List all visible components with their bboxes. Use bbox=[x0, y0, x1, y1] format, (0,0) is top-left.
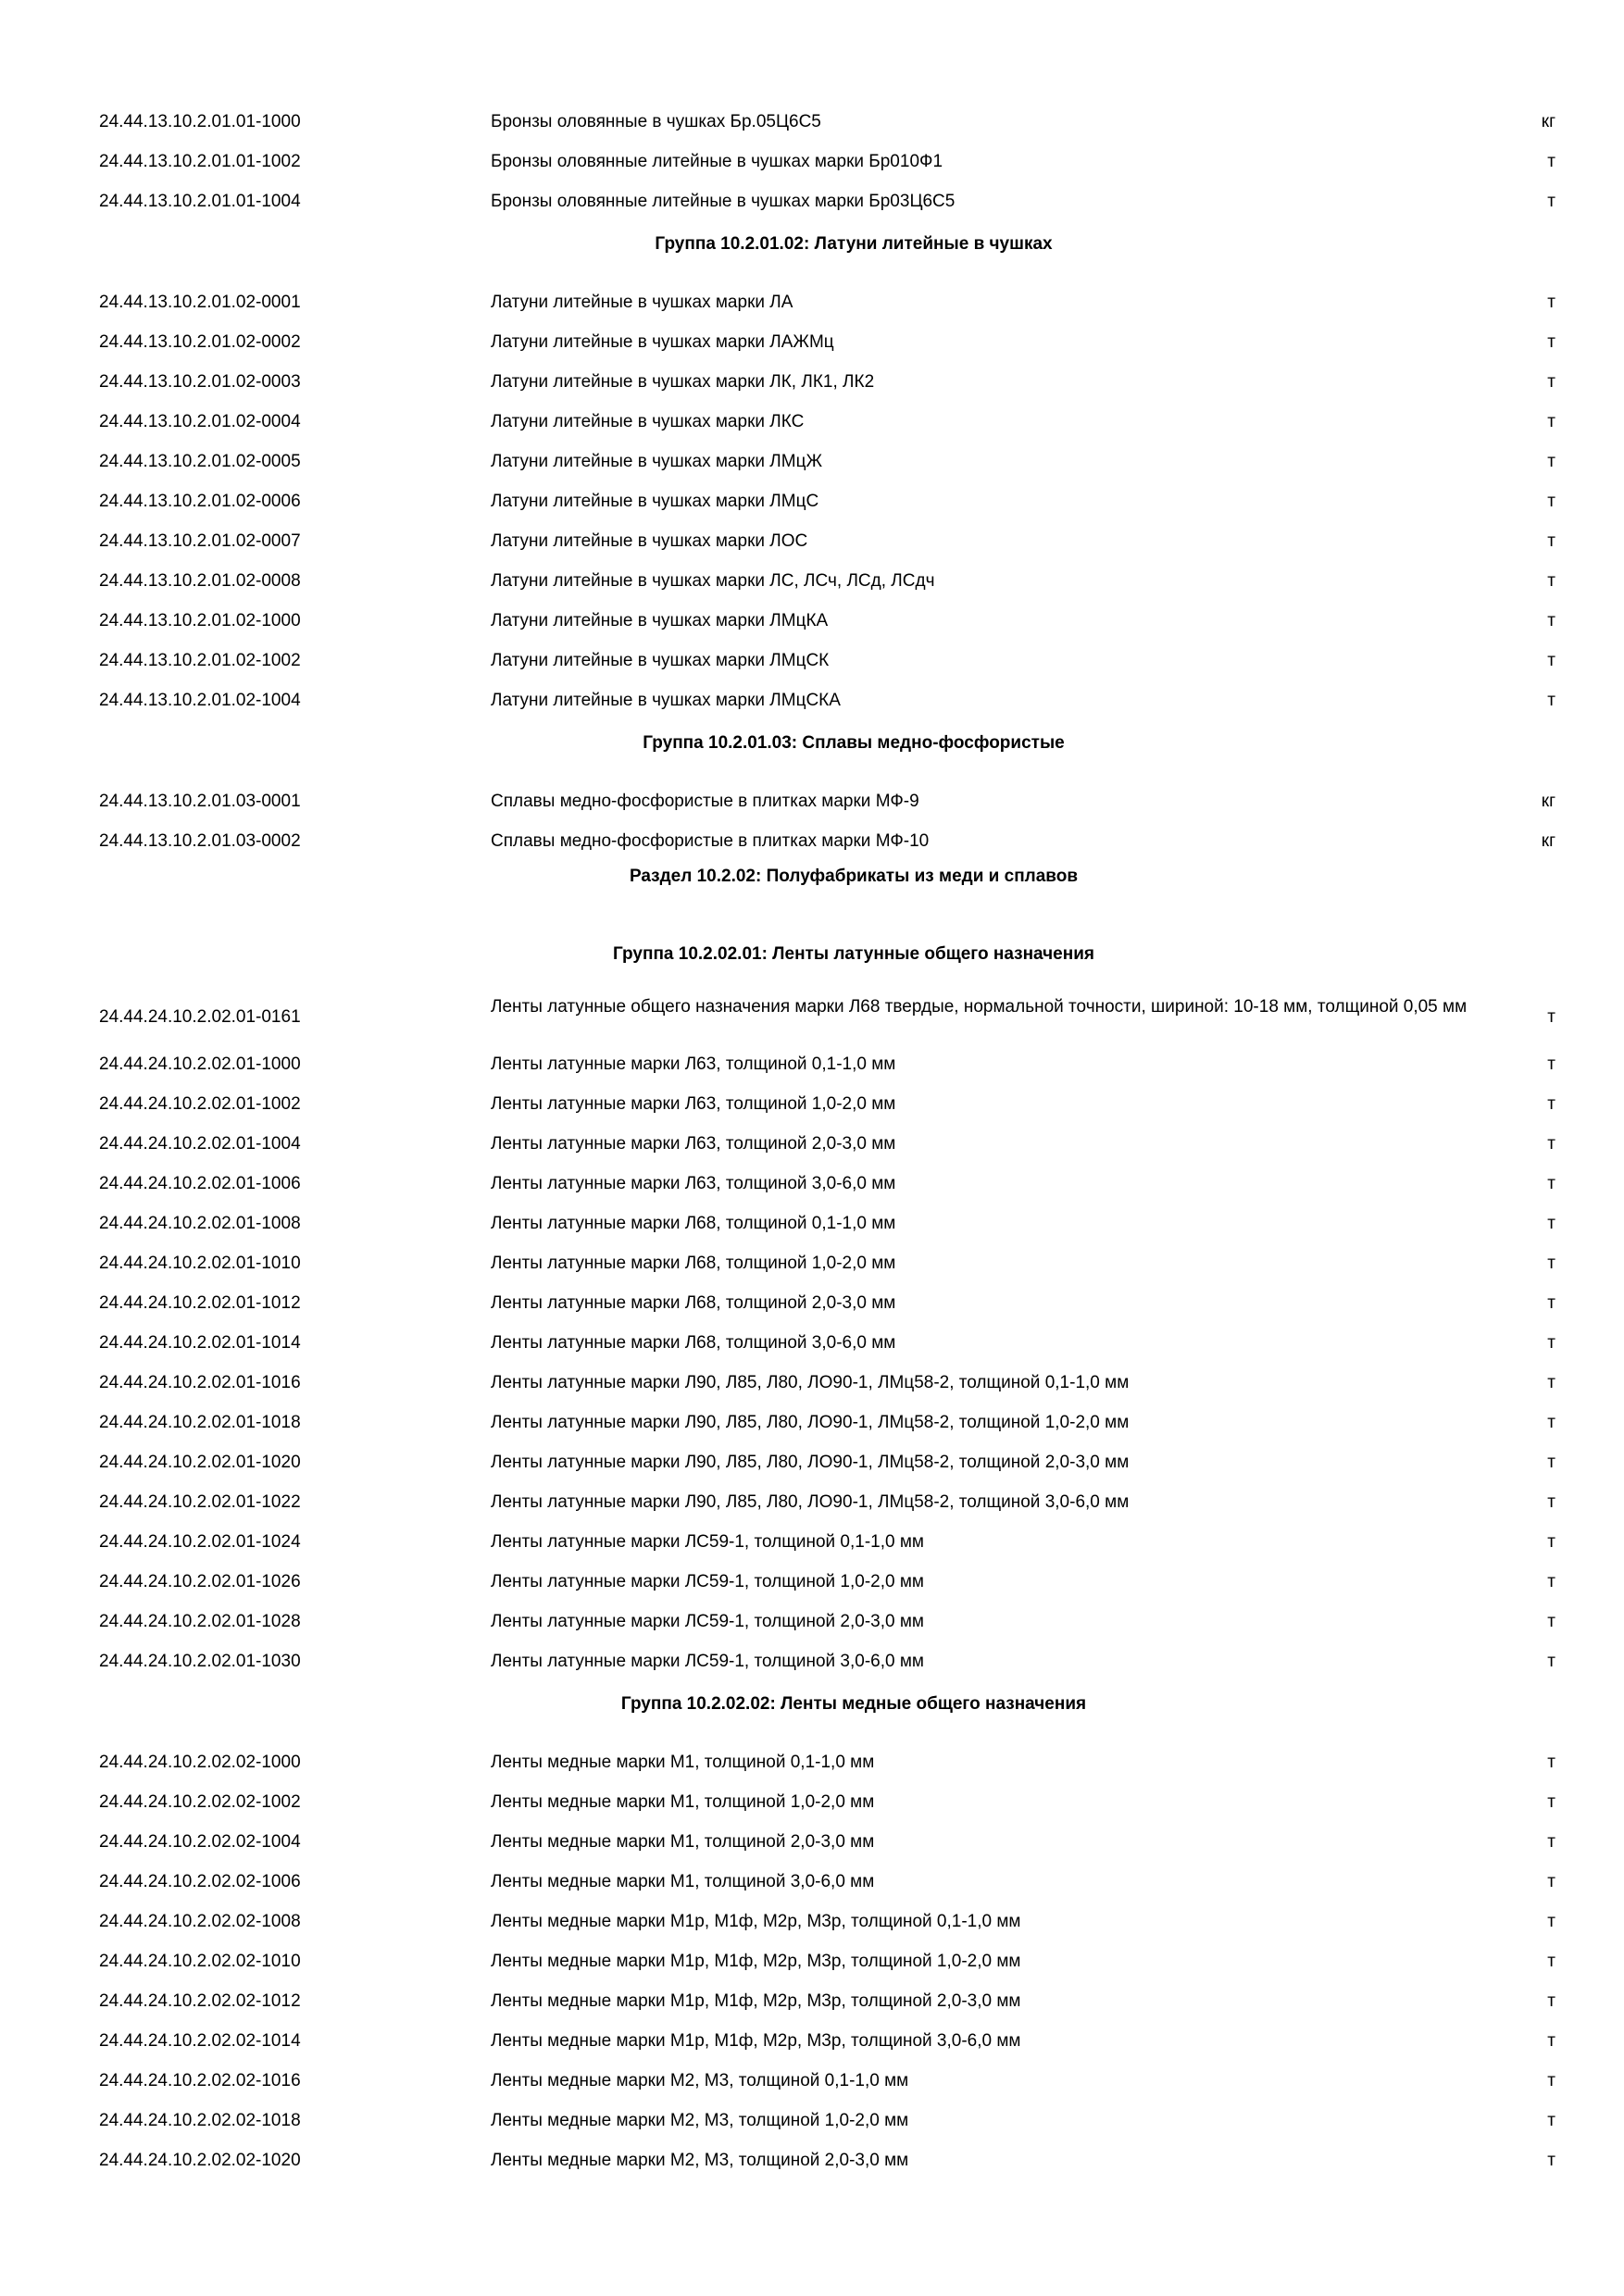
resource-name: Сплавы медно-фосфористые в плитках марки МФ-10 bbox=[491, 831, 930, 851]
unit-of-measure: т bbox=[1547, 2071, 1555, 2090]
table-row bbox=[0, 992, 1624, 1044]
resource-name: Ленты латунные марки ЛС59-1, толщиной 0,1-1,0 мм bbox=[491, 1532, 924, 1552]
unit-of-measure: т bbox=[1547, 293, 1555, 312]
unit-of-measure: т bbox=[1547, 452, 1555, 471]
table-row bbox=[0, 481, 1624, 521]
resource-code: 24.44.24.10.2.02.01-1030 bbox=[99, 1652, 301, 1671]
resource-code: 24.44.13.10.2.01.01-1002 bbox=[99, 152, 301, 171]
resource-code: 24.44.24.10.2.02.01-1004 bbox=[99, 1134, 301, 1154]
table-row bbox=[0, 2140, 1624, 2180]
group-heading: Группа 10.2.01.02: Латуни литейные в чушках bbox=[655, 234, 1053, 254]
resource-code: 24.44.13.10.2.01.02-1004 bbox=[99, 691, 301, 710]
resource-code: 24.44.13.10.2.01.03-0002 bbox=[99, 831, 301, 851]
unit-of-measure: т bbox=[1547, 1872, 1555, 1891]
table-row bbox=[0, 821, 1624, 861]
unit-of-measure: т bbox=[1547, 492, 1555, 511]
unit-of-measure: т bbox=[1547, 1453, 1555, 1472]
unit-of-measure: кг bbox=[1541, 112, 1555, 131]
unit-of-measure: т bbox=[1547, 2151, 1555, 2170]
resource-name: Латуни литейные в чушках марки ЛМцЖ bbox=[491, 452, 822, 471]
resource-name: Ленты латунные марки ЛС59-1, толщиной 3,0-6,0 мм bbox=[491, 1652, 924, 1671]
resource-name: Ленты латунные марки Л68, толщиной 1,0-2,0 мм bbox=[491, 1254, 896, 1273]
table-row bbox=[0, 521, 1624, 561]
table-row bbox=[0, 102, 1624, 142]
resource-code: 24.44.13.10.2.01.02-0002 bbox=[99, 332, 301, 352]
table-row bbox=[0, 322, 1624, 362]
resource-name: Ленты латунные общего назначения марки Л68 твердые, нормальной точности, шириной: 10-18 мм, толщиной 0,05 мм bbox=[491, 997, 1468, 1017]
table-row bbox=[0, 781, 1624, 821]
resource-code: 24.44.24.10.2.02.01-1012 bbox=[99, 1293, 301, 1313]
resource-code: 24.44.24.10.2.02.02-1006 bbox=[99, 1872, 301, 1891]
resource-name: Латуни литейные в чушках марки ЛОС bbox=[491, 531, 808, 551]
table-row bbox=[0, 2101, 1624, 2140]
table-row bbox=[0, 1602, 1624, 1641]
table-row bbox=[0, 1403, 1624, 1442]
resource-code: 24.44.13.10.2.01.02-0005 bbox=[99, 452, 301, 471]
resource-name: Сплавы медно-фосфористые в плитках марки МФ-9 bbox=[491, 792, 919, 811]
table-row bbox=[0, 561, 1624, 601]
resource-name: Бронзы оловянные литейные в чушках марки Бр010Ф1 bbox=[491, 152, 943, 171]
unit-of-measure: т bbox=[1547, 1174, 1555, 1193]
unit-of-measure: т bbox=[1547, 1912, 1555, 1931]
resource-name: Ленты латунные марки Л68, толщиной 3,0-6,0 мм bbox=[491, 1333, 896, 1353]
resource-code: 24.44.24.10.2.02.02-1016 bbox=[99, 2071, 301, 2090]
unit-of-measure: т bbox=[1547, 1753, 1555, 1772]
unit-of-measure: т bbox=[1547, 611, 1555, 630]
resource-name: Ленты латунные марки Л63, толщиной 3,0-6,0 мм bbox=[491, 1174, 896, 1193]
unit-of-measure: т bbox=[1547, 1612, 1555, 1631]
unit-of-measure: т bbox=[1547, 1492, 1555, 1512]
table-row bbox=[0, 1822, 1624, 1862]
resource-code: 24.44.24.10.2.02.02-1014 bbox=[99, 2031, 301, 2051]
table-row bbox=[0, 1742, 1624, 1782]
unit-of-measure: т bbox=[1547, 1952, 1555, 1971]
table-row bbox=[0, 1164, 1624, 1204]
table-row bbox=[0, 2021, 1624, 2061]
table-row bbox=[0, 1124, 1624, 1164]
resource-name: Ленты латунные марки ЛС59-1, толщиной 1,0-2,0 мм bbox=[491, 1572, 924, 1591]
resource-name: Ленты латунные марки Л63, толщиной 0,1-1,0 мм bbox=[491, 1054, 896, 1074]
resource-code: 24.44.24.10.2.02.02-1000 bbox=[99, 1753, 301, 1772]
unit-of-measure: т bbox=[1547, 412, 1555, 431]
resource-name: Ленты медные марки М1, толщиной 0,1-1,0 мм bbox=[491, 1753, 875, 1772]
unit-of-measure: т bbox=[1547, 152, 1555, 171]
table-row bbox=[0, 442, 1624, 481]
resource-name: Ленты медные марки М1, толщиной 2,0-3,0 мм bbox=[491, 1832, 875, 1852]
resource-name: Бронзы оловянные в чушках Бр.05Ц6С5 bbox=[491, 112, 821, 131]
resource-code: 24.44.24.10.2.02.01-1020 bbox=[99, 1453, 301, 1472]
resource-name: Ленты латунные марки Л90, Л85, Л80, ЛО90-1, ЛМц58-2, толщиной 1,0-2,0 мм bbox=[491, 1413, 1130, 1432]
resource-name: Ленты медные марки М2, М3, толщиной 1,0-2,0 мм bbox=[491, 2111, 909, 2130]
table-row bbox=[0, 1323, 1624, 1363]
unit-of-measure: т bbox=[1547, 1991, 1555, 2011]
resource-code: 24.44.13.10.2.01.02-0008 bbox=[99, 571, 301, 591]
table-row bbox=[0, 1482, 1624, 1522]
resource-name: Ленты медные марки М2, М3, толщиной 2,0-3,0 мм bbox=[491, 2151, 909, 2170]
unit-of-measure: т bbox=[1547, 1792, 1555, 1812]
table-row bbox=[0, 1204, 1624, 1243]
resource-code: 24.44.13.10.2.01.02-0004 bbox=[99, 412, 301, 431]
resource-code: 24.44.13.10.2.01.02-0003 bbox=[99, 372, 301, 392]
resource-code: 24.44.24.10.2.02.02-1008 bbox=[99, 1912, 301, 1931]
table-row bbox=[0, 1442, 1624, 1482]
table-row bbox=[0, 1084, 1624, 1124]
resource-name: Ленты латунные марки Л90, Л85, Л80, ЛО90-1, ЛМц58-2, толщиной 3,0-6,0 мм bbox=[491, 1492, 1130, 1512]
unit-of-measure: т bbox=[1547, 571, 1555, 591]
resource-code: 24.44.24.10.2.02.02-1018 bbox=[99, 2111, 301, 2130]
resource-code: 24.44.24.10.2.02.01-1022 bbox=[99, 1492, 301, 1512]
table-row bbox=[0, 1363, 1624, 1403]
unit-of-measure: т bbox=[1547, 691, 1555, 710]
table-row bbox=[0, 641, 1624, 680]
resource-code: 24.44.13.10.2.01.01-1000 bbox=[99, 112, 301, 131]
resource-code: 24.44.24.10.2.02.02-1002 bbox=[99, 1792, 301, 1812]
resource-name: Латуни литейные в чушках марки ЛАЖМц bbox=[491, 332, 834, 352]
resource-code: 24.44.13.10.2.01.02-0007 bbox=[99, 531, 301, 551]
resource-code: 24.44.24.10.2.02.02-1012 bbox=[99, 1991, 301, 2011]
resource-name: Бронзы оловянные литейные в чушках марки Бр03Ц6С5 bbox=[491, 192, 956, 211]
table-row bbox=[0, 282, 1624, 322]
resource-code: 24.44.13.10.2.01.02-1002 bbox=[99, 651, 301, 670]
resource-name: Ленты латунные марки Л63, толщиной 2,0-3,0 мм bbox=[491, 1134, 896, 1154]
table-row bbox=[0, 1902, 1624, 1941]
table-row bbox=[0, 1044, 1624, 1084]
table-row bbox=[0, 1522, 1624, 1562]
resource-code: 24.44.24.10.2.02.01-1026 bbox=[99, 1572, 301, 1591]
unit-of-measure: т bbox=[1547, 1214, 1555, 1233]
table-row bbox=[0, 1641, 1624, 1681]
unit-of-measure: т bbox=[1547, 1532, 1555, 1552]
resource-code: 24.44.24.10.2.02.02-1004 bbox=[99, 1832, 301, 1852]
unit-of-measure: т bbox=[1547, 1652, 1555, 1671]
resource-code: 24.44.24.10.2.02.01-1024 bbox=[99, 1532, 301, 1552]
unit-of-measure: кг bbox=[1541, 831, 1555, 851]
section-heading: Раздел 10.2.02: Полуфабрикаты из меди и сплавов bbox=[629, 867, 1079, 886]
unit-of-measure: т bbox=[1547, 1413, 1555, 1432]
resource-name: Латуни литейные в чушках марки ЛКС bbox=[491, 412, 805, 431]
group-heading: Группа 10.2.02.01: Ленты латунные общего назначения bbox=[613, 944, 1094, 964]
resource-code: 24.44.24.10.2.02.01-1018 bbox=[99, 1413, 301, 1432]
resource-name: Ленты латунные марки Л68, толщиной 0,1-1,0 мм bbox=[491, 1214, 896, 1233]
table-row bbox=[0, 142, 1624, 181]
table-row bbox=[0, 1243, 1624, 1283]
table-row bbox=[0, 1283, 1624, 1323]
group-heading: Группа 10.2.01.03: Сплавы медно-фосфористые bbox=[643, 733, 1065, 753]
unit-of-measure: т bbox=[1547, 1333, 1555, 1353]
unit-of-measure: т bbox=[1547, 531, 1555, 551]
table-row bbox=[0, 402, 1624, 442]
resource-name: Латуни литейные в чушках марки ЛМцСКА bbox=[491, 691, 841, 710]
resource-name: Латуни литейные в чушках марки ЛС, ЛСч, ЛСд, ЛСдч bbox=[491, 571, 935, 591]
resource-name: Латуни литейные в чушках марки ЛМцС bbox=[491, 492, 819, 511]
resource-code: 24.44.24.10.2.02.02-1020 bbox=[99, 2151, 301, 2170]
resource-code: 24.44.13.10.2.01.03-0001 bbox=[99, 792, 301, 811]
unit-of-measure: т bbox=[1547, 2111, 1555, 2130]
resource-code: 24.44.13.10.2.01.02-1000 bbox=[99, 611, 301, 630]
table-row bbox=[0, 1941, 1624, 1981]
unit-of-measure: т bbox=[1547, 1007, 1555, 1027]
resource-name: Латуни литейные в чушках марки ЛК, ЛК1, ЛК2 bbox=[491, 372, 875, 392]
resource-name: Ленты медные марки М1р, М1ф, М2р, М3р, толщиной 2,0-3,0 мм bbox=[491, 1991, 1021, 2011]
unit-of-measure: т bbox=[1547, 1134, 1555, 1154]
unit-of-measure: т bbox=[1547, 332, 1555, 352]
resource-name: Латуни литейные в чушках марки ЛМцСК bbox=[491, 651, 830, 670]
unit-of-measure: кг bbox=[1541, 792, 1555, 811]
table-row bbox=[0, 362, 1624, 402]
table-row bbox=[0, 601, 1624, 641]
resource-name: Ленты медные марки М1р, М1ф, М2р, М3р, толщиной 1,0-2,0 мм bbox=[491, 1952, 1021, 1971]
unit-of-measure: т bbox=[1547, 651, 1555, 670]
resource-name: Ленты медные марки М2, М3, толщиной 0,1-1,0 мм bbox=[491, 2071, 909, 2090]
unit-of-measure: т bbox=[1547, 1254, 1555, 1273]
resource-name: Ленты латунные марки Л63, толщиной 1,0-2,0 мм bbox=[491, 1094, 896, 1114]
resource-name: Латуни литейные в чушках марки ЛМцКА bbox=[491, 611, 829, 630]
unit-of-measure: т bbox=[1547, 372, 1555, 392]
resource-code: 24.44.13.10.2.01.02-0001 bbox=[99, 293, 301, 312]
resource-code: 24.44.24.10.2.02.01-1010 bbox=[99, 1254, 301, 1273]
table-row bbox=[0, 680, 1624, 720]
unit-of-measure: т bbox=[1547, 1373, 1555, 1392]
table-row bbox=[0, 1782, 1624, 1822]
resource-name: Ленты латунные марки Л90, Л85, Л80, ЛО90-1, ЛМц58-2, толщиной 0,1-1,0 мм bbox=[491, 1373, 1130, 1392]
resource-name: Ленты латунные марки Л90, Л85, Л80, ЛО90-1, ЛМц58-2, толщиной 2,0-3,0 мм bbox=[491, 1453, 1130, 1472]
unit-of-measure: т bbox=[1547, 1293, 1555, 1313]
unit-of-measure: т bbox=[1547, 1572, 1555, 1591]
resource-code: 24.44.24.10.2.02.01-1008 bbox=[99, 1214, 301, 1233]
unit-of-measure: т bbox=[1547, 2031, 1555, 2051]
resource-code: 24.44.24.10.2.02.01-1000 bbox=[99, 1054, 301, 1074]
resource-code: 24.44.13.10.2.01.02-0006 bbox=[99, 492, 301, 511]
resource-name: Ленты латунные марки Л68, толщиной 2,0-3,0 мм bbox=[491, 1293, 896, 1313]
unit-of-measure: т bbox=[1547, 1832, 1555, 1852]
table-row bbox=[0, 181, 1624, 221]
resource-name: Ленты медные марки М1, толщиной 3,0-6,0 мм bbox=[491, 1872, 875, 1891]
resource-code: 24.44.13.10.2.01.01-1004 bbox=[99, 192, 301, 211]
unit-of-measure: т bbox=[1547, 1054, 1555, 1074]
resource-code: 24.44.24.10.2.02.01-1028 bbox=[99, 1612, 301, 1631]
resource-name: Ленты медные марки М1, толщиной 1,0-2,0 мм bbox=[491, 1792, 875, 1812]
table-row bbox=[0, 1862, 1624, 1902]
table-row bbox=[0, 2061, 1624, 2101]
resource-code: 24.44.24.10.2.02.01-0161 bbox=[99, 1007, 301, 1027]
resource-name: Ленты латунные марки ЛС59-1, толщиной 2,0-3,0 мм bbox=[491, 1612, 924, 1631]
unit-of-measure: т bbox=[1547, 192, 1555, 211]
resource-name: Ленты медные марки М1р, М1ф, М2р, М3р, толщиной 3,0-6,0 мм bbox=[491, 2031, 1021, 2051]
group-heading: Группа 10.2.02.02: Ленты медные общего назначения bbox=[620, 1694, 1087, 1714]
resource-code: 24.44.24.10.2.02.01-1006 bbox=[99, 1174, 301, 1193]
resource-code: 24.44.24.10.2.02.02-1010 bbox=[99, 1952, 301, 1971]
resource-name: Латуни литейные в чушках марки ЛА bbox=[491, 293, 793, 312]
table-row bbox=[0, 1562, 1624, 1602]
resource-code: 24.44.24.10.2.02.01-1016 bbox=[99, 1373, 301, 1392]
resource-name: Ленты медные марки М1р, М1ф, М2р, М3р, толщиной 0,1-1,0 мм bbox=[491, 1912, 1021, 1931]
unit-of-measure: т bbox=[1547, 1094, 1555, 1114]
resource-code: 24.44.24.10.2.02.01-1002 bbox=[99, 1094, 301, 1114]
resource-code: 24.44.24.10.2.02.01-1014 bbox=[99, 1333, 301, 1353]
table-row bbox=[0, 1981, 1624, 2021]
